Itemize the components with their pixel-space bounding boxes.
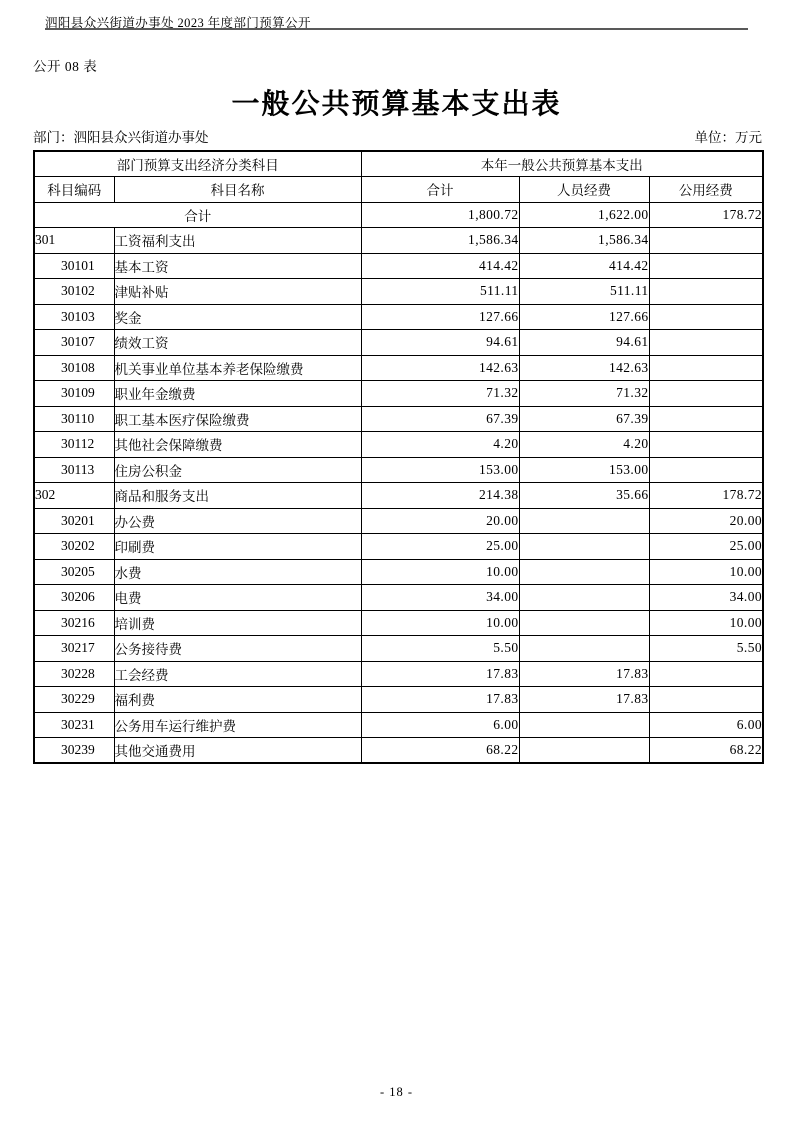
cell-name: 商品和服务支出: [114, 483, 361, 509]
header-col-personnel: 人员经费: [519, 177, 649, 203]
cell-personnel: [519, 585, 649, 611]
table-row: [34, 355, 763, 381]
cell-total: 68.22: [361, 738, 519, 764]
cell-public: [649, 432, 763, 458]
table-row: [34, 406, 763, 432]
header-col-total: 合计: [361, 177, 519, 203]
table-row: [34, 432, 763, 458]
cell-total: 5.50: [361, 636, 519, 662]
cell-total: 34.00: [361, 585, 519, 611]
cell-name: 培训费: [114, 610, 361, 636]
cell-personnel: 153.00: [519, 457, 649, 483]
cell-name: 办公费: [114, 508, 361, 534]
table-row: [34, 712, 763, 738]
table-row: [34, 330, 763, 356]
sheet-number-label: 公开 08 表: [33, 59, 98, 74]
unit-label: 单位：万元: [694, 130, 762, 145]
cell-name: 福利费: [114, 687, 361, 713]
cell-name: 工会经费: [114, 661, 361, 687]
table-row: [34, 279, 763, 305]
cell-personnel: 1,622.00: [519, 202, 649, 228]
cell-name: 水费: [114, 559, 361, 585]
cell-code: 30201: [34, 508, 114, 534]
cell-total: 20.00: [361, 508, 519, 534]
table-head: [34, 151, 763, 202]
cell-code: 30229: [34, 687, 114, 713]
cell-total: 142.63: [361, 355, 519, 381]
cell-public: 5.50: [649, 636, 763, 662]
cell-code: 30217: [34, 636, 114, 662]
cell-code: 30239: [34, 738, 114, 764]
cell-code: 30102: [34, 279, 114, 305]
document-header-text: 泗阳县众兴街道办事处 2023 年度部门预算公开: [45, 16, 311, 30]
cell-name: 印刷费: [114, 534, 361, 560]
cell-public: [649, 253, 763, 279]
table-header-row: [34, 177, 763, 203]
table-row: [34, 304, 763, 330]
cell-total: 4.20: [361, 432, 519, 458]
cell-code: 30109: [34, 381, 114, 407]
cell-public: [649, 279, 763, 305]
cell-code: 30216: [34, 610, 114, 636]
cell-personnel: 1,586.34: [519, 228, 649, 254]
department-label: 部门：泗阳县众兴街道办事处: [33, 130, 209, 145]
cell-public: 10.00: [649, 559, 763, 585]
cell-total: 94.61: [361, 330, 519, 356]
cell-public: 178.72: [649, 202, 763, 228]
cell-personnel: [519, 738, 649, 764]
cell-personnel: 511.11: [519, 279, 649, 305]
cell-code: 301: [34, 228, 114, 254]
cell-public: [649, 457, 763, 483]
cell-code: 30112: [34, 432, 114, 458]
header-expenditure-group: 本年一般公共预算基本支出: [361, 151, 763, 177]
table-row: [34, 636, 763, 662]
cell-total: 71.32: [361, 381, 519, 407]
cell-total: 10.00: [361, 559, 519, 585]
header-divider-line: [45, 28, 748, 30]
cell-code: 30231: [34, 712, 114, 738]
table-row: [34, 738, 763, 764]
cell-name: 奖金: [114, 304, 361, 330]
cell-total: 1,800.72: [361, 202, 519, 228]
cell-total: 17.83: [361, 687, 519, 713]
cell-name: 机关事业单位基本养老保险缴费: [114, 355, 361, 381]
table-row: [34, 534, 763, 560]
cell-public: [649, 661, 763, 687]
cell-total: 127.66: [361, 304, 519, 330]
page-number: - 18 -: [379, 1085, 414, 1099]
cell-personnel: [519, 508, 649, 534]
cell-total: 153.00: [361, 457, 519, 483]
cell-personnel: 71.32: [519, 381, 649, 407]
cell-total: 414.42: [361, 253, 519, 279]
page-title: 一般公共预算基本支出表: [231, 89, 562, 120]
budget-table-container: [33, 150, 764, 764]
cell-total: 17.83: [361, 661, 519, 687]
cell-code: 30110: [34, 406, 114, 432]
cell-public: [649, 228, 763, 254]
table-row: [34, 228, 763, 254]
cell-public: [649, 355, 763, 381]
cell-personnel: 17.83: [519, 687, 649, 713]
cell-total: 10.00: [361, 610, 519, 636]
cell-public: [649, 406, 763, 432]
table-row: [34, 508, 763, 534]
cell-public: 6.00: [649, 712, 763, 738]
table-header-group-row: [34, 151, 763, 177]
cell-total: 511.11: [361, 279, 519, 305]
cell-total: 6.00: [361, 712, 519, 738]
table-body: [34, 202, 763, 763]
table-row: [34, 687, 763, 713]
cell-total: 1,586.34: [361, 228, 519, 254]
cell-name: 电费: [114, 585, 361, 611]
table-row: [34, 202, 763, 228]
cell-total: 25.00: [361, 534, 519, 560]
cell-personnel: 414.42: [519, 253, 649, 279]
cell-personnel: 94.61: [519, 330, 649, 356]
cell-personnel: 67.39: [519, 406, 649, 432]
cell-public: [649, 687, 763, 713]
table-row: [34, 253, 763, 279]
cell-name: 住房公积金: [114, 457, 361, 483]
cell-public: 20.00: [649, 508, 763, 534]
cell-public: [649, 304, 763, 330]
cell-name: 工资福利支出: [114, 228, 361, 254]
cell-code: 30228: [34, 661, 114, 687]
cell-code: 30206: [34, 585, 114, 611]
cell-personnel: 142.63: [519, 355, 649, 381]
cell-public: 25.00: [649, 534, 763, 560]
cell-name: 公务接待费: [114, 636, 361, 662]
cell-code: 30113: [34, 457, 114, 483]
header-col-name: 科目名称: [114, 177, 361, 203]
cell-name: 其他社会保障缴费: [114, 432, 361, 458]
cell-personnel: [519, 712, 649, 738]
budget-table: [33, 150, 764, 764]
cell-name: 公务用车运行维护费: [114, 712, 361, 738]
cell-total: 214.38: [361, 483, 519, 509]
table-row: [34, 661, 763, 687]
cell-name: 绩效工资: [114, 330, 361, 356]
cell-code: 30107: [34, 330, 114, 356]
cell-public: 10.00: [649, 610, 763, 636]
cell-code: 30202: [34, 534, 114, 560]
header-col-code: 科目编码: [34, 177, 114, 203]
cell-personnel: 17.83: [519, 661, 649, 687]
table-row: [34, 610, 763, 636]
cell-personnel: 35.66: [519, 483, 649, 509]
table-row: [34, 559, 763, 585]
cell-name: 职工基本医疗保险缴费: [114, 406, 361, 432]
cell-public: [649, 330, 763, 356]
cell-name: 其他交通费用: [114, 738, 361, 764]
cell-total: 67.39: [361, 406, 519, 432]
cell-code: 30101: [34, 253, 114, 279]
cell-personnel: [519, 636, 649, 662]
cell-code: 30103: [34, 304, 114, 330]
table-row: [34, 585, 763, 611]
cell-code: 30108: [34, 355, 114, 381]
header-classification-group: 部门预算支出经济分类科目: [34, 151, 361, 177]
table-row: [34, 457, 763, 483]
cell-name: 津贴补贴: [114, 279, 361, 305]
cell-personnel: 4.20: [519, 432, 649, 458]
cell-code: 30205: [34, 559, 114, 585]
cell-personnel: [519, 534, 649, 560]
table-row: [34, 381, 763, 407]
header-col-public: 公用经费: [649, 177, 763, 203]
cell-row-label: 合计: [34, 202, 361, 228]
cell-name: 职业年金缴费: [114, 381, 361, 407]
cell-public: [649, 381, 763, 407]
table-row: [34, 483, 763, 509]
cell-public: 68.22: [649, 738, 763, 764]
cell-code: 302: [34, 483, 114, 509]
cell-public: 178.72: [649, 483, 763, 509]
table-meta-row: [33, 126, 762, 146]
cell-personnel: [519, 559, 649, 585]
cell-name: 基本工资: [114, 253, 361, 279]
cell-personnel: [519, 610, 649, 636]
cell-personnel: 127.66: [519, 304, 649, 330]
cell-public: 34.00: [649, 585, 763, 611]
